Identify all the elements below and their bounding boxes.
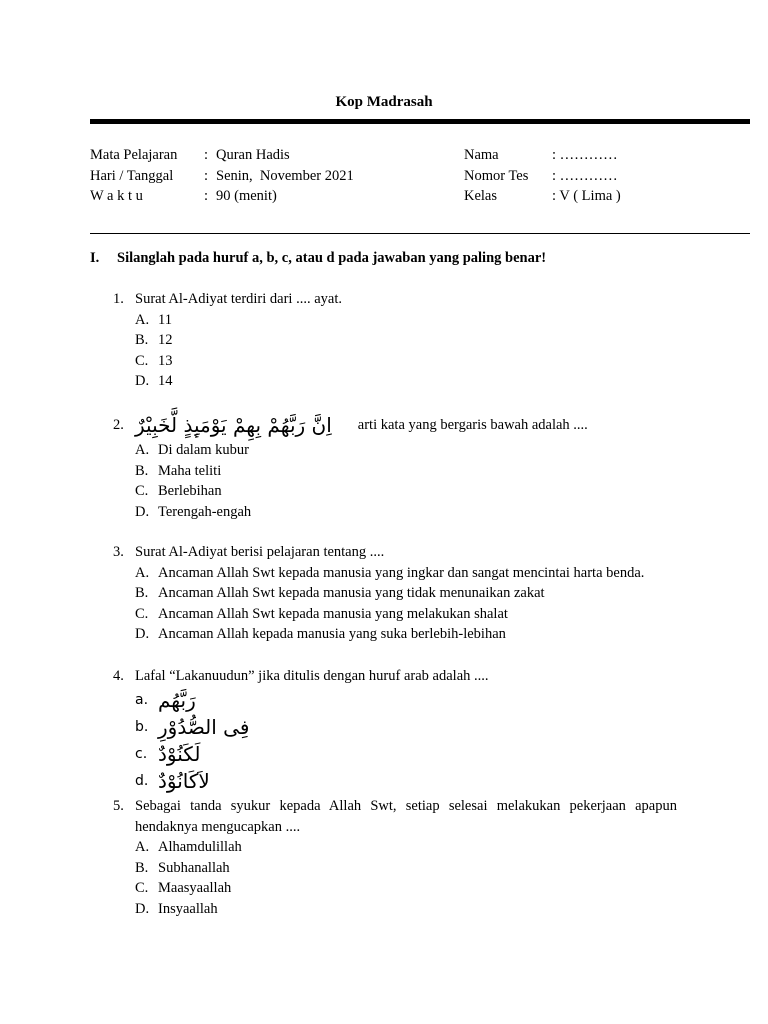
info-key: W a k t u bbox=[90, 188, 143, 204]
option-letter: D. bbox=[135, 626, 150, 642]
option-letter: B. bbox=[135, 859, 149, 876]
option-letter: a. bbox=[135, 691, 149, 708]
option-letter: B. bbox=[135, 585, 149, 601]
option-text: Maha teliti bbox=[158, 462, 222, 479]
option-letter: A. bbox=[135, 564, 150, 581]
question-text: Surat Al-Adiyat berisi pelajaran tentang .... bbox=[135, 544, 385, 560]
info-colon: : bbox=[204, 147, 209, 163]
question-stem bbox=[113, 666, 677, 687]
option-letter: C. bbox=[135, 605, 149, 622]
option-text: Ancaman Allah Swt kepada manusia yang melakukan shalat bbox=[158, 605, 508, 622]
option-b[interactable] bbox=[113, 461, 677, 482]
question-number: 3. bbox=[113, 544, 124, 560]
header-rule-thin bbox=[90, 233, 750, 234]
option-a[interactable] bbox=[113, 563, 677, 584]
info-colon: : bbox=[204, 167, 209, 184]
option-letter: C. bbox=[135, 880, 149, 896]
info-value: : ………… bbox=[552, 147, 618, 163]
option-d[interactable] bbox=[113, 371, 677, 392]
option-c[interactable] bbox=[113, 604, 677, 625]
option-arabic-text: رَبَّهُم bbox=[158, 687, 196, 712]
option-b[interactable] bbox=[113, 858, 677, 879]
section-instruction: Silanglah pada huruf a, b, c, atau d pada jawaban yang paling benar! bbox=[117, 250, 547, 266]
option-text: Insyaallah bbox=[158, 900, 218, 917]
exam-info-right bbox=[464, 145, 621, 207]
option-c[interactable] bbox=[113, 351, 677, 372]
option-letter: C. bbox=[135, 483, 149, 499]
option-letter: D. bbox=[135, 373, 150, 389]
option-letter: d. bbox=[135, 772, 149, 789]
question-stem bbox=[113, 410, 677, 440]
info-row-class bbox=[464, 186, 621, 207]
option-text: 14 bbox=[158, 373, 173, 389]
option-text: Maasyaallah bbox=[158, 880, 232, 896]
option-b[interactable] bbox=[113, 330, 677, 351]
option-text: Berlebihan bbox=[158, 483, 222, 499]
option-a[interactable] bbox=[113, 440, 677, 461]
question-3 bbox=[113, 542, 677, 645]
option-text: 13 bbox=[158, 352, 173, 369]
option-text: Ancaman Allah kepada manusia yang suka berlebih-lebihan bbox=[158, 626, 506, 642]
question-2 bbox=[113, 410, 677, 522]
question-text: Surat Al-Adiyat terdiri dari .... ayat. bbox=[135, 291, 342, 307]
option-arabic-text: لَكَنُوْدٌ bbox=[158, 741, 201, 766]
option-d[interactable] bbox=[113, 768, 677, 795]
info-value: : V ( Lima ) bbox=[552, 188, 621, 204]
section-heading bbox=[90, 250, 546, 267]
question-number: 2. bbox=[113, 416, 124, 433]
info-key: Nomor Tes bbox=[464, 167, 529, 184]
option-text: Ancaman Allah Swt kepada manusia yang tidak menunaikan zakat bbox=[158, 585, 545, 601]
info-row-subject bbox=[90, 145, 354, 166]
option-text: Di dalam kubur bbox=[158, 442, 250, 458]
question-stem bbox=[113, 796, 677, 837]
info-row-name bbox=[464, 145, 621, 166]
question-4 bbox=[113, 666, 677, 795]
info-value: : ………… bbox=[552, 167, 618, 184]
info-row-test-number bbox=[464, 166, 621, 187]
option-arabic-text: لاَكَانُوْدٌ bbox=[158, 768, 210, 793]
option-letter: b. bbox=[135, 718, 149, 735]
option-a[interactable] bbox=[113, 310, 677, 331]
option-text: 12 bbox=[158, 332, 173, 348]
option-letter: C. bbox=[135, 352, 149, 369]
arabic-verse: اِنَّ رَبَّهُمْ بِهِمْ يَوْمَىِٕذٍ لَّخَبِيْرٌ bbox=[135, 412, 332, 437]
option-letter: B. bbox=[135, 332, 149, 348]
info-key: Hari / Tanggal bbox=[90, 167, 174, 184]
option-c[interactable] bbox=[113, 741, 677, 768]
option-a[interactable] bbox=[113, 687, 677, 714]
info-row-time bbox=[90, 186, 354, 207]
option-text: Ancaman Allah Swt kepada manusia yang ingkar dan sangat mencintai harta benda. bbox=[158, 564, 645, 581]
option-text: Subhanallah bbox=[158, 859, 230, 876]
question-5 bbox=[113, 796, 677, 919]
option-b[interactable] bbox=[113, 583, 677, 604]
header-rule-thick bbox=[90, 119, 750, 124]
option-d[interactable] bbox=[113, 899, 677, 920]
option-a[interactable] bbox=[113, 837, 677, 858]
option-text: Terengah-engah bbox=[158, 503, 252, 520]
option-arabic-text: فِى الصُّدُوْرِ bbox=[158, 714, 250, 739]
option-d[interactable] bbox=[113, 502, 677, 523]
question-1 bbox=[113, 289, 677, 392]
question-number: 1. bbox=[113, 291, 124, 307]
info-key: Mata Pelajaran bbox=[90, 147, 178, 163]
option-b[interactable] bbox=[113, 714, 677, 741]
option-letter: A. bbox=[135, 311, 150, 328]
option-letter: D. bbox=[135, 503, 150, 520]
question-stem bbox=[113, 542, 677, 563]
option-text: Alhamdulillah bbox=[158, 839, 242, 855]
option-c[interactable] bbox=[113, 481, 677, 502]
info-value: Senin, November 2021 bbox=[216, 167, 354, 184]
exam-info-left bbox=[90, 145, 354, 207]
info-value: 90 (menit) bbox=[216, 188, 277, 204]
option-letter: D. bbox=[135, 900, 150, 917]
option-letter: B. bbox=[135, 462, 149, 479]
info-key: Nama bbox=[464, 147, 499, 163]
question-stem bbox=[113, 289, 677, 310]
info-key: Kelas bbox=[464, 188, 498, 204]
option-text: 11 bbox=[158, 311, 172, 328]
question-text: Sebagai tanda syukur kepada Allah Swt, setiap selesai melakukan pekerjaan apapun hendaknya mengucapkan .... bbox=[135, 798, 677, 835]
info-value: Quran Hadis bbox=[216, 147, 290, 163]
section-number: I. bbox=[90, 250, 100, 266]
option-letter: c. bbox=[135, 745, 148, 762]
option-letter: A. bbox=[135, 442, 150, 458]
option-letter: A. bbox=[135, 839, 150, 855]
option-c[interactable] bbox=[113, 878, 677, 899]
question-number: 5. bbox=[113, 798, 124, 814]
info-colon: : bbox=[204, 188, 209, 204]
question-number: 4. bbox=[113, 668, 124, 684]
page-title: Kop Madrasah bbox=[335, 94, 433, 110]
question-text: arti kata yang bergaris bawah adalah .... bbox=[357, 416, 588, 433]
question-text: Lafal “Lakanuudun” jika ditulis dengan huruf arab adalah .... bbox=[135, 668, 489, 684]
info-row-date bbox=[90, 166, 354, 187]
option-d[interactable] bbox=[113, 624, 677, 645]
